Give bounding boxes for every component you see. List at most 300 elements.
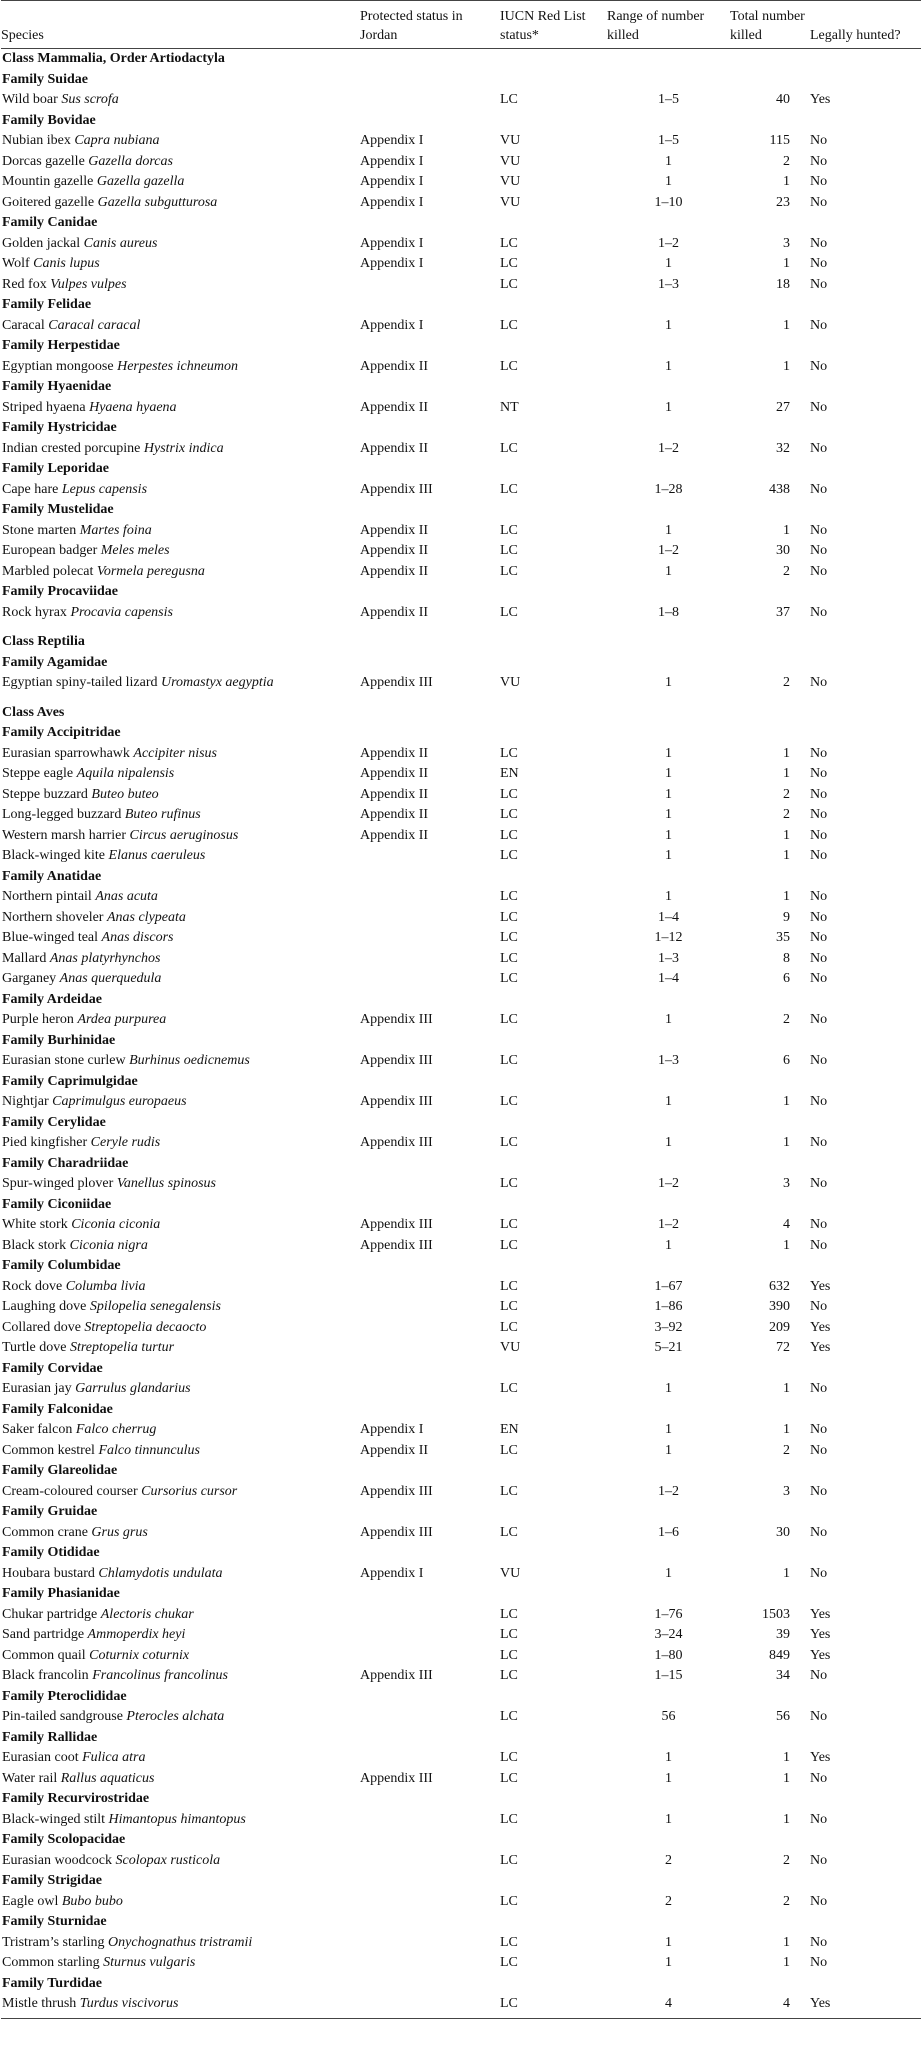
legally-hunted-cell: No xyxy=(810,1442,828,1458)
iucn-status-cell: LC xyxy=(500,1012,518,1027)
common-name: Eurasian woodcock xyxy=(2,1852,113,1868)
legally-hunted-cell: No xyxy=(810,1012,828,1027)
iucn-status-cell: LC xyxy=(500,1299,518,1314)
total-killed-cell: 1 xyxy=(783,256,790,271)
scientific-name: Hystrix indica xyxy=(143,440,224,456)
total-killed-cell: 32 xyxy=(776,440,790,456)
scientific-name: Himantopus himantopus xyxy=(108,1811,246,1827)
species-row xyxy=(1,1379,921,1400)
species-row xyxy=(1,1625,921,1646)
range-killed-cell: 1–3 xyxy=(658,1053,679,1068)
common-name: Indian crested porcupine xyxy=(2,440,141,456)
common-name: Common quail xyxy=(2,1647,86,1663)
legally-hunted-cell: No xyxy=(810,563,828,579)
range-killed-cell: 1 xyxy=(665,807,672,822)
species-row xyxy=(1,275,921,296)
species-name xyxy=(1,172,360,193)
iucn-status-cell: LC xyxy=(500,889,518,904)
total-killed-cell: 1 xyxy=(783,1565,790,1581)
legally-hunted-cell: No xyxy=(810,848,828,863)
range-killed-cell: 1 xyxy=(665,786,672,802)
species-name xyxy=(1,1379,360,1400)
species-name xyxy=(1,826,360,847)
species-name xyxy=(1,1564,360,1585)
scientific-name: Circus aeruginosus xyxy=(129,827,239,843)
protected-status-cell xyxy=(360,1379,500,1400)
family-label: Family Canidae xyxy=(2,215,98,230)
common-name: Striped hyaena xyxy=(2,399,86,415)
common-name: Black francolin xyxy=(2,1668,89,1683)
species-name xyxy=(1,744,360,765)
protected-status-cell xyxy=(360,969,500,990)
range-killed-cell: 1 xyxy=(665,1012,672,1027)
protected-status-cell xyxy=(360,928,500,949)
scientific-name: Buteo rufinus xyxy=(124,807,201,822)
species-name xyxy=(1,1748,360,1769)
species-row xyxy=(1,1133,921,1154)
range-killed-cell: 1–5 xyxy=(658,133,679,148)
legally-hunted-cell: Yes xyxy=(810,1606,831,1622)
species-name xyxy=(1,398,360,419)
protected-status-cell: Appendix II xyxy=(360,1442,429,1458)
legally-hunted-cell: Yes xyxy=(810,1627,831,1642)
family-label: Family Caprimulgidae xyxy=(2,1073,138,1089)
scientific-name: Hyaena hyaena xyxy=(89,399,177,415)
legally-hunted-cell: No xyxy=(810,1176,828,1191)
species-row xyxy=(1,1318,921,1339)
protected-status-cell xyxy=(360,1625,500,1646)
family-label: Family Turdidae xyxy=(2,1975,102,1991)
scientific-name: Buteo buteo xyxy=(91,786,159,802)
family-heading-row xyxy=(1,1400,921,1421)
species-row xyxy=(1,541,921,562)
species-name xyxy=(1,1625,360,1646)
common-name: Northern shoveler xyxy=(2,909,104,925)
scientific-name: Streptopelia turtur xyxy=(69,1340,175,1355)
species-row xyxy=(1,887,921,908)
legally-hunted-cell: No xyxy=(810,1135,828,1150)
family-heading-row xyxy=(1,1072,921,1093)
iucn-status-cell: LC xyxy=(500,827,518,843)
iucn-status-cell: LC xyxy=(500,786,518,802)
total-killed-cell: 632 xyxy=(769,1278,790,1294)
common-name: Houbara bustard xyxy=(2,1565,95,1581)
common-name: Long-legged buzzard xyxy=(2,807,122,822)
range-killed-cell: 1–80 xyxy=(654,1647,683,1663)
scientific-name: Elanus caeruleus xyxy=(108,848,206,863)
legally-hunted-cell: Yes xyxy=(810,1319,831,1335)
legally-hunted-cell: No xyxy=(810,440,828,456)
legally-hunted-cell: No xyxy=(810,807,828,822)
family-heading-row xyxy=(1,1830,921,1851)
common-name: Cape hare xyxy=(2,481,59,497)
range-killed-cell: 1 xyxy=(665,1094,672,1109)
total-killed-cell: 4 xyxy=(783,1217,790,1232)
legally-hunted-cell: No xyxy=(810,1381,828,1396)
scientific-name: Ceryle rudis xyxy=(90,1135,161,1150)
range-killed-cell: 1 xyxy=(665,675,672,690)
total-killed-cell: 1 xyxy=(783,848,790,863)
species-name xyxy=(1,1953,360,1974)
iucn-status-cell: LC xyxy=(500,1627,518,1642)
total-killed-cell: 1503 xyxy=(762,1606,790,1622)
family-heading-row xyxy=(1,1687,921,1708)
scientific-name: Garrulus glandarius xyxy=(75,1381,191,1396)
species-name xyxy=(1,1482,360,1503)
protected-status-cell xyxy=(360,887,500,908)
range-killed-cell: 3–92 xyxy=(654,1319,683,1335)
common-name: Blue-winged teal xyxy=(2,930,99,945)
legally-hunted-cell: No xyxy=(810,399,828,415)
legally-hunted-cell: No xyxy=(810,745,828,761)
protected-status-cell xyxy=(360,1851,500,1872)
family-label: Family Felidae xyxy=(2,297,92,312)
species-name xyxy=(1,439,360,460)
range-killed-cell: 1–3 xyxy=(658,276,679,292)
scientific-name: Aquila nipalensis xyxy=(76,766,175,781)
common-name: Nubian ibex xyxy=(2,133,71,148)
protected-status-cell xyxy=(360,1933,500,1954)
range-killed-cell: 1 xyxy=(665,358,672,374)
iucn-status-cell: VU xyxy=(500,174,521,189)
species-row xyxy=(1,131,921,152)
range-killed-cell: 1–2 xyxy=(658,235,679,251)
total-killed-cell: 1 xyxy=(783,317,790,333)
family-heading-row xyxy=(1,1974,921,1995)
total-killed-cell: 2 xyxy=(783,153,790,169)
common-name: Steppe buzzard xyxy=(2,786,88,802)
total-killed-cell: 2 xyxy=(783,807,790,822)
species-name xyxy=(1,928,360,949)
total-killed-cell: 849 xyxy=(769,1647,790,1663)
family-label: Family Glareolidae xyxy=(2,1463,118,1478)
family-heading-row xyxy=(1,418,921,439)
total-killed-cell: 115 xyxy=(769,133,790,148)
range-killed-cell: 1 xyxy=(665,256,672,271)
protected-status-cell xyxy=(360,275,500,296)
common-name: Pin-tailed sandgrouse xyxy=(2,1709,123,1724)
total-killed-cell: 438 xyxy=(769,481,790,497)
species-row xyxy=(1,1215,921,1236)
species-name xyxy=(1,90,360,111)
species-name xyxy=(1,1051,360,1072)
protected-status-cell: Appendix I xyxy=(360,1565,424,1581)
iucn-status-cell: LC xyxy=(500,1135,518,1150)
family-heading-row xyxy=(1,377,921,398)
total-killed-cell: 1 xyxy=(783,1237,790,1253)
species-row xyxy=(1,1051,921,1072)
species-row xyxy=(1,1666,921,1687)
family-label: Family Pteroclididae xyxy=(2,1688,127,1704)
legally-hunted-cell: No xyxy=(810,766,828,781)
family-label: Family Agamidae xyxy=(2,654,108,670)
iucn-status-cell: LC xyxy=(500,1442,518,1458)
family-heading-row xyxy=(1,582,921,603)
protected-status-cell xyxy=(360,1707,500,1728)
family-label: Family Procaviidae xyxy=(2,584,118,599)
table-body xyxy=(1,49,921,2019)
species-row xyxy=(1,1010,921,1031)
range-killed-cell: 1–6 xyxy=(658,1524,679,1540)
family-label: Family Anatidae xyxy=(2,868,102,884)
legally-hunted-cell: No xyxy=(810,1955,828,1970)
common-name: Turtle dove xyxy=(2,1340,67,1355)
family-heading-row xyxy=(1,990,921,1011)
legally-hunted-cell: No xyxy=(810,543,828,558)
family-heading-row xyxy=(1,1113,921,1134)
common-name: Black stork xyxy=(2,1237,67,1253)
protected-status-cell: Appendix III xyxy=(360,1094,433,1109)
scientific-name: Fulica atra xyxy=(82,1750,146,1765)
species-name xyxy=(1,1933,360,1954)
protected-status-cell xyxy=(360,1174,500,1195)
range-killed-cell: 1 xyxy=(665,1750,672,1765)
species-name xyxy=(1,521,360,542)
family-heading-row xyxy=(1,459,921,480)
species-name xyxy=(1,131,360,152)
protected-status-cell: Appendix III xyxy=(360,675,433,690)
total-killed-cell: 1 xyxy=(783,1422,790,1437)
total-killed-cell: 18 xyxy=(776,276,790,292)
iucn-status-cell: LC xyxy=(500,1811,518,1827)
species-name xyxy=(1,949,360,970)
range-killed-cell: 1–10 xyxy=(654,194,683,210)
common-name: Black-winged kite xyxy=(2,848,106,863)
class-label: Class Reptilia xyxy=(2,634,85,649)
range-killed-cell: 1 xyxy=(665,399,672,415)
common-name: Black-winged stilt xyxy=(2,1811,106,1827)
common-name: Common starling xyxy=(2,1955,100,1970)
protected-status-cell xyxy=(360,1748,500,1769)
common-name: Eurasian stone curlew xyxy=(2,1053,126,1068)
scientific-name: Scolopax rusticola xyxy=(115,1852,221,1868)
species-name xyxy=(1,234,360,255)
species-row xyxy=(1,1892,921,1913)
range-killed-cell: 1 xyxy=(665,317,672,333)
scientific-name: Pterocles alchata xyxy=(126,1709,225,1724)
common-name: Eurasian jay xyxy=(2,1381,72,1396)
total-killed-cell: 6 xyxy=(783,971,790,986)
common-name: Laughing dove xyxy=(2,1299,87,1314)
total-killed-cell: 209 xyxy=(769,1319,790,1335)
scientific-name: Anas discors xyxy=(101,930,174,945)
species-row xyxy=(1,193,921,214)
common-name: Dorcas gazelle xyxy=(2,153,85,169)
species-name xyxy=(1,1605,360,1626)
species-row xyxy=(1,521,921,542)
species-row xyxy=(1,785,921,806)
range-killed-cell: 1–4 xyxy=(658,971,679,986)
iucn-status-cell: LC xyxy=(500,1647,518,1663)
species-name xyxy=(1,1420,360,1441)
total-killed-cell: 39 xyxy=(776,1627,790,1642)
range-killed-cell: 4 xyxy=(607,1994,730,2018)
protected-status-cell: Appendix I xyxy=(360,133,424,148)
legally-hunted-cell: No xyxy=(810,256,828,271)
common-name: Purple heron xyxy=(2,1012,74,1027)
protected-status-cell: Appendix I xyxy=(360,317,424,333)
total-killed-cell: 1 xyxy=(783,745,790,761)
protected-status-cell: Appendix I xyxy=(360,256,424,271)
range-killed-cell: 1 xyxy=(665,1955,672,1970)
common-name: Mistle thrush xyxy=(2,1996,77,2011)
range-killed-cell: 1–5 xyxy=(658,92,679,107)
species-name xyxy=(1,1133,360,1154)
range-killed-cell: 1–2 xyxy=(658,543,679,558)
scientific-name: Herpestes ichneumon xyxy=(117,358,239,374)
common-name: Northern pintail xyxy=(2,889,92,904)
scientific-name: Chlamydotis undulata xyxy=(98,1565,223,1581)
total-killed-cell: 1 xyxy=(783,174,790,189)
protected-status-cell xyxy=(360,1953,500,1974)
family-label: Family Otididae xyxy=(2,1545,100,1560)
species-row xyxy=(1,949,921,970)
species-row xyxy=(1,398,921,419)
scientific-name: Rallus aquaticus xyxy=(60,1770,155,1786)
iucn-status-cell: VU xyxy=(500,133,521,148)
range-killed-cell: 1–8 xyxy=(658,604,679,620)
common-name: Nightjar xyxy=(2,1094,49,1109)
species-name xyxy=(1,1707,360,1728)
legally-hunted-cell: No xyxy=(810,1852,828,1868)
range-killed-cell: 1–86 xyxy=(654,1299,683,1314)
protected-status-cell: Appendix III xyxy=(360,1770,433,1786)
range-killed-cell: 1 xyxy=(665,1442,672,1458)
species-name xyxy=(1,805,360,826)
protected-status-cell: Appendix II xyxy=(360,440,429,456)
iucn-status-cell: VU xyxy=(500,675,521,690)
species-killed-table xyxy=(1,0,921,2019)
common-name: Caracal xyxy=(2,317,45,333)
header-protected-status: Protected status in Jordan xyxy=(360,1,500,49)
protected-status-cell xyxy=(360,1277,500,1298)
range-killed-cell: 1 xyxy=(665,563,672,579)
legally-hunted-cell: No xyxy=(810,604,828,620)
species-row xyxy=(1,846,921,867)
legally-hunted-cell: No xyxy=(810,522,828,538)
species-name xyxy=(1,1010,360,1031)
legally-hunted-cell: No xyxy=(810,1934,828,1950)
family-label: Family Recurvirostridae xyxy=(2,1791,150,1806)
range-killed-cell: 1 xyxy=(665,1237,672,1253)
total-killed-cell: 6 xyxy=(783,1053,790,1068)
legally-hunted-cell: Yes xyxy=(810,92,831,107)
common-name: Common kestrel xyxy=(2,1442,95,1458)
scientific-name: Gazella gazella xyxy=(96,174,185,189)
species-name xyxy=(1,357,360,378)
total-killed-cell: 27 xyxy=(776,399,790,415)
scientific-name: Anas querquedula xyxy=(59,971,162,986)
scientific-name: Burhinus oedicnemus xyxy=(129,1053,250,1068)
species-row xyxy=(1,1420,921,1441)
family-label: Family Columbidae xyxy=(2,1258,121,1273)
scientific-name: Capra nubiana xyxy=(74,133,160,148)
iucn-status-cell: LC xyxy=(500,440,518,456)
iucn-status-cell: LC xyxy=(500,1319,518,1335)
common-name: Eagle owl xyxy=(2,1893,59,1909)
species-row xyxy=(1,1297,921,1318)
species-name xyxy=(1,673,360,694)
species-name xyxy=(1,1092,360,1113)
family-heading-row xyxy=(1,336,921,357)
total-killed-cell: 1 xyxy=(783,1955,790,1970)
common-name: White stork xyxy=(2,1217,68,1232)
common-name: European badger xyxy=(2,543,98,558)
scientific-name: Gazella subgutturosa xyxy=(97,194,218,210)
iucn-status-cell: LC xyxy=(500,1852,518,1868)
species-name xyxy=(1,275,360,296)
iucn-status-cell: LC xyxy=(500,276,518,292)
protected-status-cell: Appendix II xyxy=(360,522,429,538)
range-killed-cell: 1 xyxy=(665,174,672,189)
range-killed-cell: 1 xyxy=(665,1422,672,1437)
total-killed-cell: 2 xyxy=(783,786,790,802)
class-label: Class Mammalia, Order Artiodactyla xyxy=(2,51,225,66)
header-legally-hunted: Legally hunted? xyxy=(810,1,921,49)
iucn-status-cell: NT xyxy=(500,399,519,415)
protected-status-cell xyxy=(360,949,500,970)
family-heading-row xyxy=(1,1359,921,1380)
total-killed-cell: 1 xyxy=(783,1381,790,1396)
total-killed-cell: 1 xyxy=(783,1750,790,1765)
total-killed-cell: 1 xyxy=(783,1770,790,1786)
common-name: Rock hyrax xyxy=(2,604,67,620)
species-row xyxy=(1,908,921,929)
family-label: Family Charadriidae xyxy=(2,1155,129,1171)
family-heading-row xyxy=(1,70,921,91)
family-heading-row xyxy=(1,1912,921,1933)
scientific-name: Spilopelia senegalensis xyxy=(89,1299,221,1314)
protected-status-cell: Appendix II xyxy=(360,543,429,558)
scientific-name: Canis aureus xyxy=(83,235,158,251)
species-row xyxy=(1,1769,921,1790)
legally-hunted-cell: No xyxy=(810,481,828,497)
iucn-status-cell: LC xyxy=(500,543,518,558)
species-name xyxy=(1,1851,360,1872)
iucn-status-cell: VU xyxy=(500,1565,521,1581)
family-label: Family Rallidae xyxy=(2,1729,98,1745)
family-heading-row xyxy=(1,723,921,744)
common-name: Cream-coloured courser xyxy=(2,1483,138,1499)
range-killed-cell: 1 xyxy=(665,766,672,781)
scientific-name: Ciconia ciconia xyxy=(71,1217,161,1232)
species-row xyxy=(1,357,921,378)
total-killed-cell: 1 xyxy=(783,1811,790,1827)
family-heading-row xyxy=(1,1502,921,1523)
common-name: Sand partridge xyxy=(2,1627,85,1642)
species-name xyxy=(1,193,360,214)
species-row xyxy=(1,969,921,990)
iucn-status-cell: LC xyxy=(500,1709,518,1724)
iucn-status-cell: LC xyxy=(500,909,518,925)
iucn-status-cell: LC xyxy=(500,256,518,271)
iucn-status-cell: LC xyxy=(500,1483,518,1499)
protected-status-cell: Appendix III xyxy=(360,481,433,497)
header-iucn-status: IUCN Red List status* xyxy=(500,1,607,49)
total-killed-cell: 56 xyxy=(776,1709,790,1724)
iucn-status-cell: VU xyxy=(500,153,521,169)
legally-hunted-cell: No xyxy=(810,909,828,925)
family-heading-row xyxy=(1,1871,921,1892)
species-row xyxy=(1,90,921,111)
iucn-status-cell: LC xyxy=(500,1094,518,1109)
family-label: Family Herpestidae xyxy=(2,338,120,353)
species-name xyxy=(1,1318,360,1339)
species-name xyxy=(1,316,360,337)
species-row xyxy=(1,928,921,949)
iucn-status-cell: LC xyxy=(500,1217,518,1232)
legally-hunted-cell: No xyxy=(810,153,828,169)
